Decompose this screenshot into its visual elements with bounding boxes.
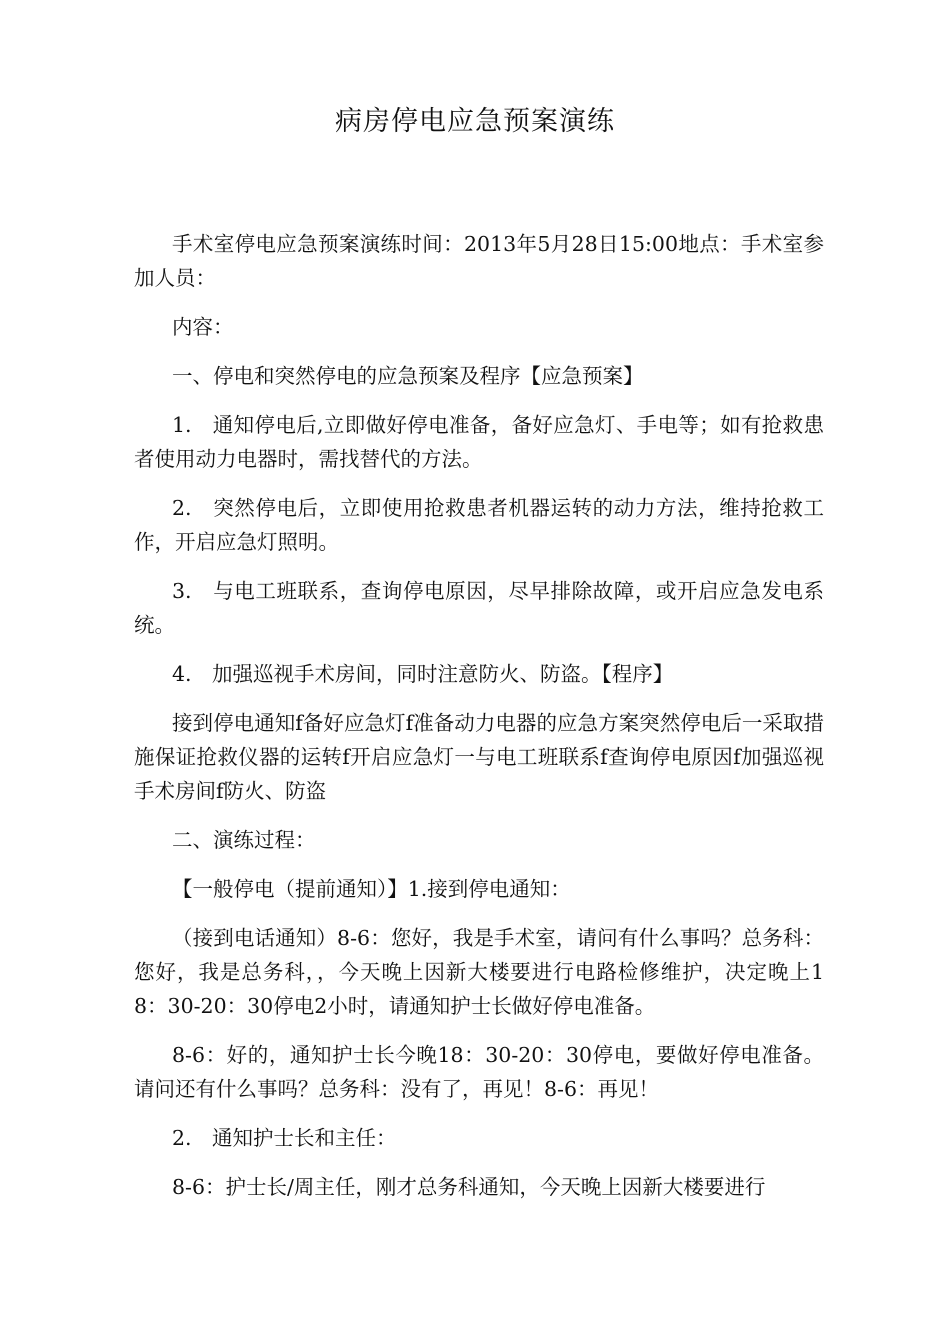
paragraph-notify-dialogue: 8-6：护士长/周主任，刚才总务科通知，今天晚上因新大楼要进行 [172, 1175, 766, 1199]
paragraph-drill-info: 手术室停电应急预案演练时间：2013年5月28日15:00地点：手术室参加人员： [134, 232, 824, 290]
section-heading-2: 二、演练过程： [172, 828, 316, 852]
list-item-3: 3. 与电工班联系，查询停电原因，尽早排除故障，或开启应急发电系统。 [134, 579, 824, 637]
section-heading-1: 一、停电和突然停电的应急预案及程序【应急预案】 [172, 364, 644, 388]
document-title: 病房停电应急预案演练 [335, 106, 615, 137]
paragraph-procedure-flow: 接到停电通知f备好应急灯f准备动力电器的应急方案突然停电后一采取措施保证抢救仪器的运转f开启应急灯一与电工班联系f查询停电原因f加强巡视手术房间f防火、防盗 [134, 711, 824, 803]
list-item-4: 4. 加强巡视手术房间，同时注意防火、防盗。【程序】 [172, 662, 674, 686]
list-item-1: 1. 通知停电后,立即做好停电准备，备好应急灯、手电等；如有抢救患者使用动力电器时，需找替代的方法。 [134, 413, 824, 471]
paragraph-phone-dialogue-2: 8-6：好的，通知护士长今晚18：30-20：30停电，要做好停电准备。请问还有什么事吗？总务科：没有了，再见！8-6：再见！ [134, 1043, 824, 1101]
paragraph-phone-dialogue-1: （接到电话通知）8-6：您好，我是手术室，请问有什么事吗？总务科：您好，我是总务科，，今天晚上因新大楼要进行电路检修维护，决定晚上18：30-20：30停电2小时，请通知护士长做好停电准备。 [134, 926, 824, 1018]
document-body [134, 227, 824, 1219]
paragraph-content-label: 内容： [172, 315, 234, 339]
list-item-notify: 2. 通知护士长和主任： [172, 1126, 397, 1150]
paragraph-general-outage: 【一般停电（提前通知）】1.接到停电通知： [172, 877, 571, 901]
list-item-2: 2. 突然停电后，立即使用抢救患者机器运转的动力方法，维持抢救工作，开启应急灯照明。 [134, 496, 824, 554]
